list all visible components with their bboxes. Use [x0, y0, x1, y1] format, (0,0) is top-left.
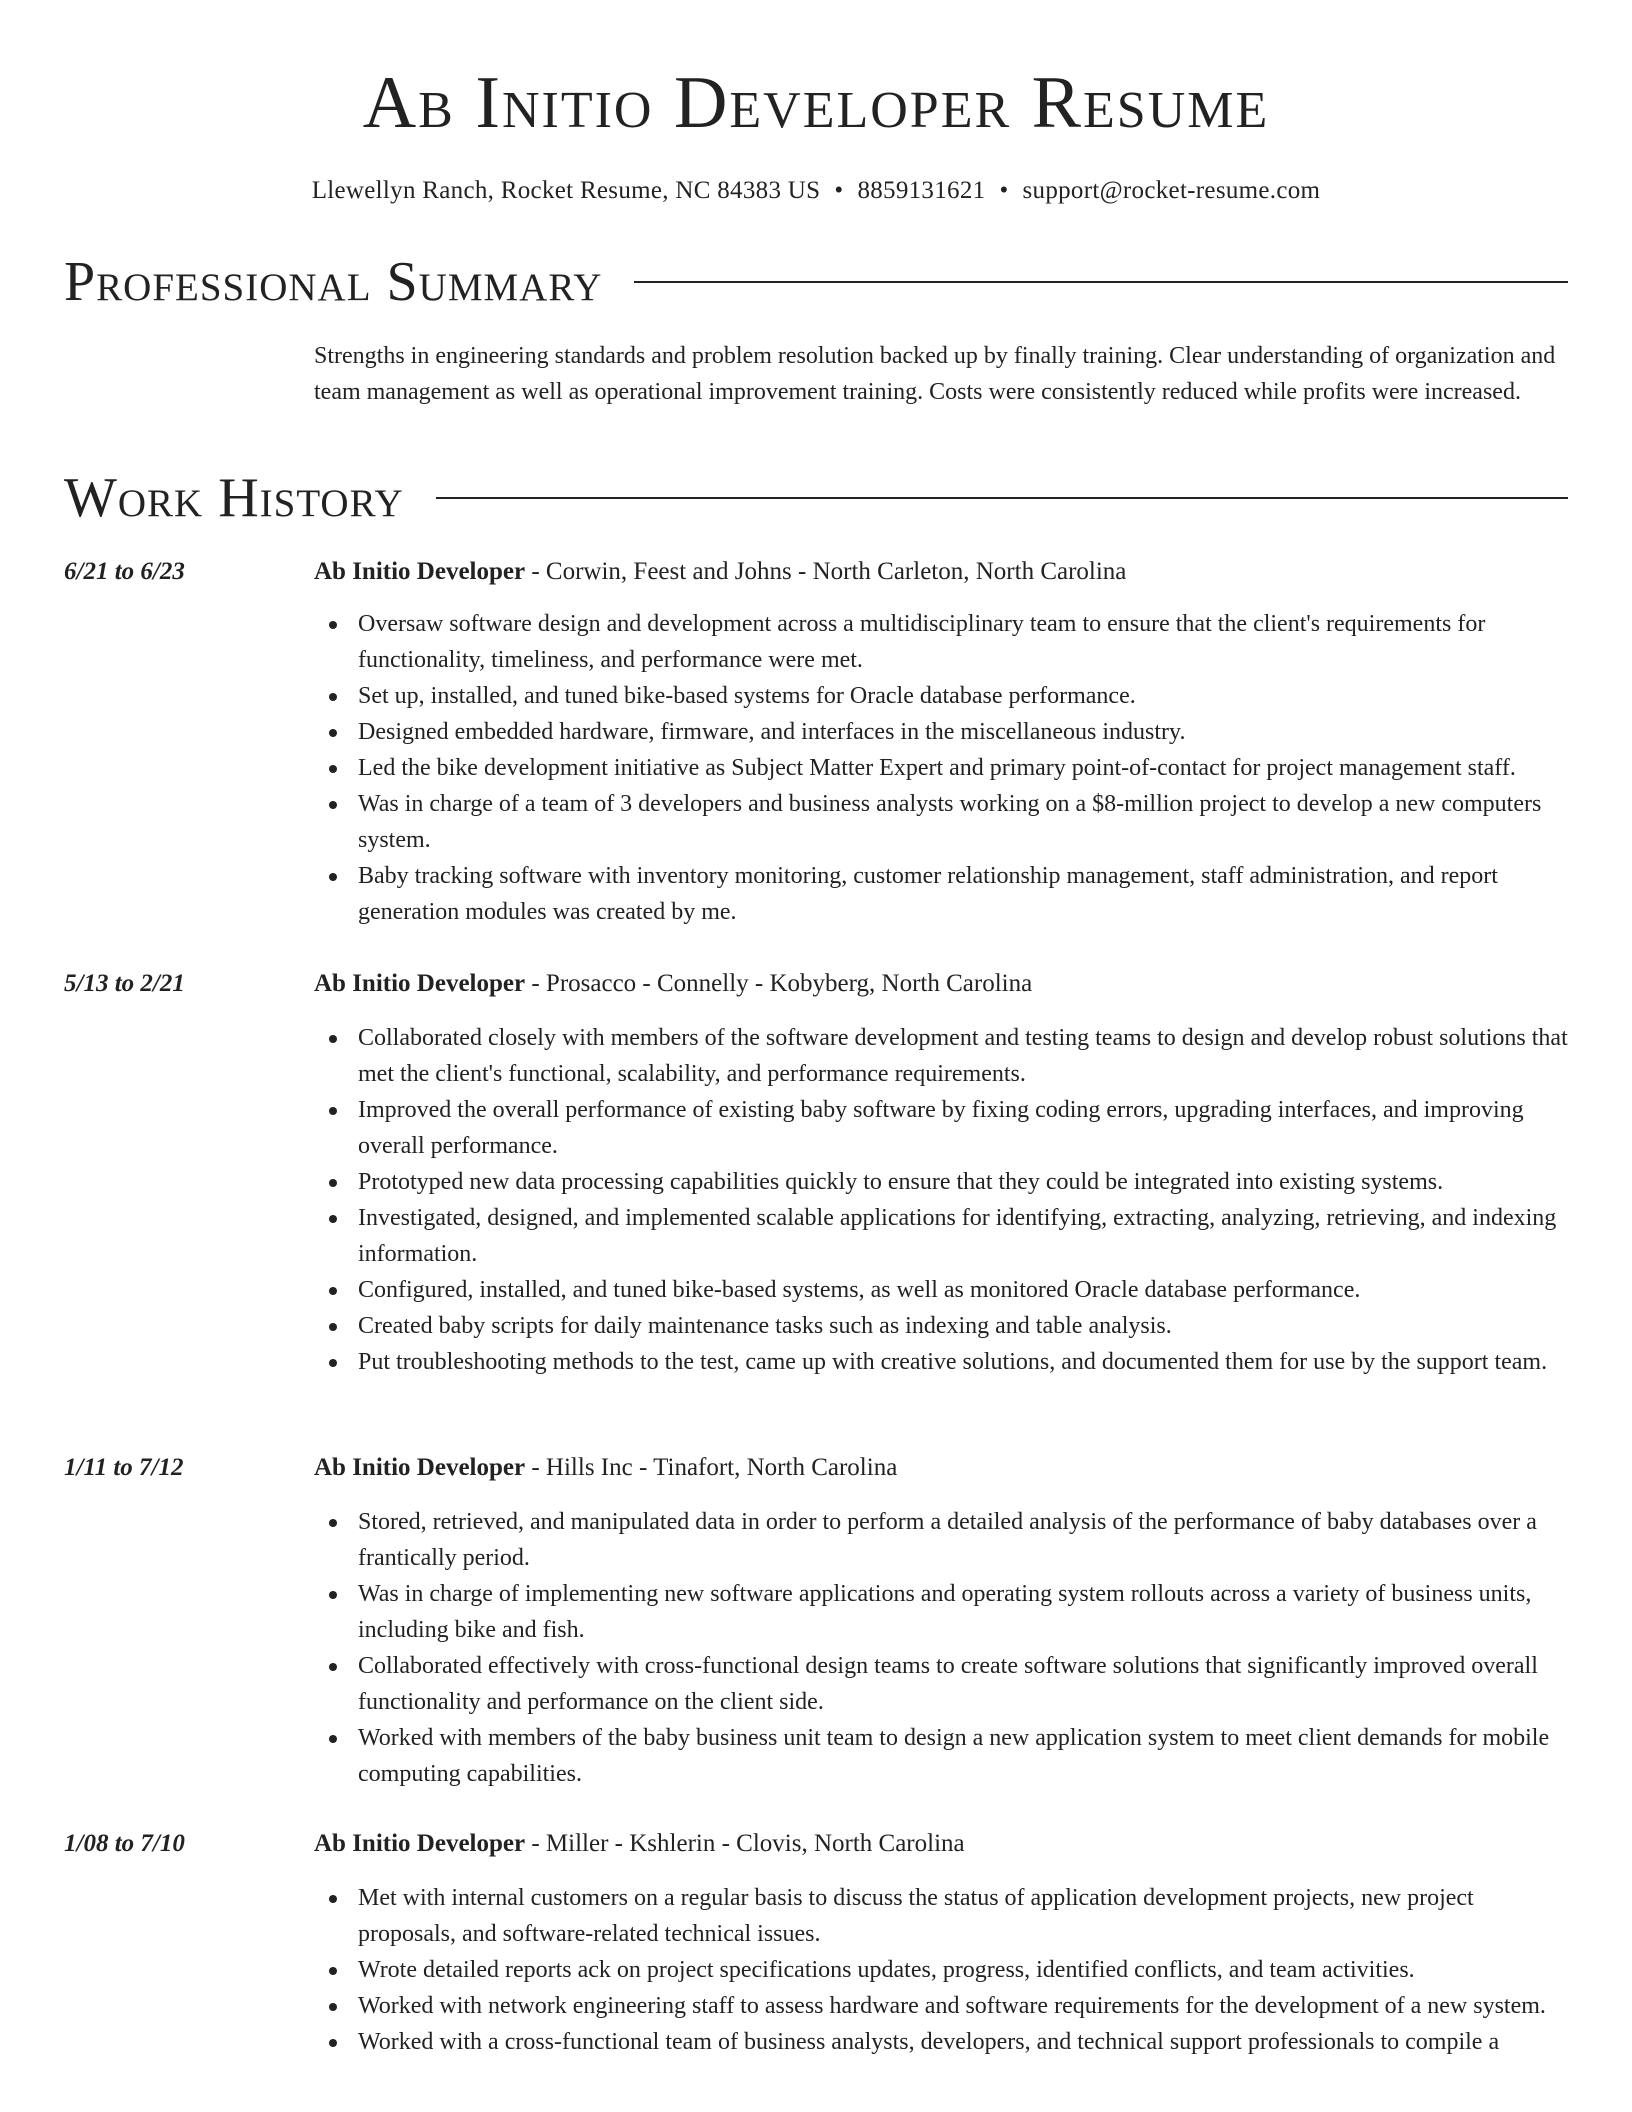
job-bullet: Stored, retrieved, and manipulated data in order to perform a detailed analysis of the performance of baby databases over a frantically period. [358, 1504, 1568, 1576]
job-bullet-list [314, 1880, 1568, 2060]
job-title: Ab Initio Developer [314, 970, 526, 997]
job-bullet-list [314, 1020, 1568, 1380]
job-bullet: Met with internal customers on a regular basis to discuss the status of application development projects, new project proposals, and software-related technical issues. [358, 1880, 1568, 1952]
section-title: Work History [64, 467, 404, 529]
section-divider [634, 281, 1568, 283]
job-dates: 5/13 to 2/21 [64, 970, 185, 997]
job-employer: - Hills Inc - Tinafort, North Carolina [525, 1454, 898, 1481]
contact-separator: • [834, 177, 844, 204]
job-bullet: Collaborated closely with members of the software development and testing teams to design and develop robust solutions that met the client's functional, scalability, and performance requirements. [358, 1020, 1568, 1092]
job-bullet: Worked with members of the baby business unit team to design a new application system to meet client demands for mobile computing capabilities. [358, 1720, 1568, 1792]
job-bullet: Was in charge of a team of 3 developers and business analysts working on a $8-million project to develop a new computers system. [358, 786, 1568, 858]
job-title: Ab Initio Developer [314, 1830, 526, 1857]
professional-summary-text: Strengths in engineering standards and problem resolution backed up by finally training. Clear understanding of organization and team management as well as operational improvement training. Costs were consistently reduced while profits were increased. [314, 343, 1556, 405]
job-bullet: Improved the overall performance of existing baby software by fixing coding errors, upgrading interfaces, and improving overall performance. [358, 1092, 1568, 1164]
job-dates: 6/21 to 6/23 [64, 558, 185, 585]
job-dates: 1/11 to 7/12 [64, 1454, 184, 1481]
contact-email: support@rocket-resume.com [1022, 177, 1321, 204]
job-employer: - Corwin, Feest and Johns - North Carleton, North Carolina [525, 558, 1127, 585]
job-bullet: Led the bike development initiative as Subject Matter Expert and primary point-of-contact for project management staff. [358, 750, 1568, 786]
contact-address: Llewellyn Ranch, Rocket Resume, NC 84383 US [311, 177, 821, 204]
job-header [314, 1450, 897, 1486]
professional-summary-heading [64, 250, 1568, 314]
job-bullet-list [314, 606, 1568, 930]
contact-line [0, 176, 1632, 206]
section-divider [436, 497, 1568, 499]
job-bullet: Created baby scripts for daily maintenance tasks such as indexing and table analysis. [358, 1308, 1568, 1344]
job-employer: - Prosacco - Connelly - Kobyberg, North Carolina [525, 970, 1033, 997]
job-bullet-list [314, 1504, 1568, 1792]
job-bullet: Baby tracking software with inventory monitoring, customer relationship management, staff administration, and report generation modules was created by me. [358, 858, 1568, 930]
contact-separator: • [999, 177, 1009, 204]
job-bullet: Investigated, designed, and implemented scalable applications for identifying, extracting, analyzing, retrieving, and indexing information. [358, 1200, 1568, 1272]
job-bullet: Put troubleshooting methods to the test, came up with creative solutions, and documented them for use by the support team. [358, 1344, 1568, 1380]
job-header [314, 554, 1126, 590]
job-bullet: Designed embedded hardware, firmware, and interfaces in the miscellaneous industry. [358, 714, 1568, 750]
job-bullet: Set up, installed, and tuned bike-based systems for Oracle database performance. [358, 678, 1568, 714]
job-employer: - Miller - Kshlerin - Clovis, North Carolina [525, 1830, 965, 1857]
section-title: Professional Summary [64, 251, 603, 313]
job-bullet: Worked with a cross-functional team of business analysts, developers, and technical support professionals to compile a [358, 2024, 1568, 2060]
resume-title: Ab Initio Developer Resume [362, 62, 1270, 144]
job-bullet: Collaborated effectively with cross-functional design teams to create software solutions that significantly improved overall functionality and performance on the client side. [358, 1648, 1568, 1720]
job-bullet: Prototyped new data processing capabilities quickly to ensure that they could be integrated into existing systems. [358, 1164, 1568, 1200]
job-bullet: Oversaw software design and development across a multidisciplinary team to ensure that the client's requirements for functionality, timeliness, and performance were met. [358, 606, 1568, 678]
job-header [314, 1826, 965, 1862]
job-bullet: Wrote detailed reports ack on project specifications updates, progress, identified conflicts, and team activities. [358, 1952, 1568, 1988]
job-header [314, 966, 1032, 1002]
work-history-heading [64, 466, 1568, 530]
job-bullet: Worked with network engineering staff to assess hardware and software requirements for the development of a new system. [358, 1988, 1568, 2024]
job-title: Ab Initio Developer [314, 1454, 526, 1481]
job-bullet: Configured, installed, and tuned bike-based systems, as well as monitored Oracle database performance. [358, 1272, 1568, 1308]
job-bullet: Was in charge of implementing new software applications and operating system rollouts across a variety of business units, including bike and fish. [358, 1576, 1568, 1648]
job-title: Ab Initio Developer [314, 558, 526, 585]
contact-phone: 8859131621 [857, 177, 986, 204]
job-dates: 1/08 to 7/10 [64, 1830, 185, 1857]
